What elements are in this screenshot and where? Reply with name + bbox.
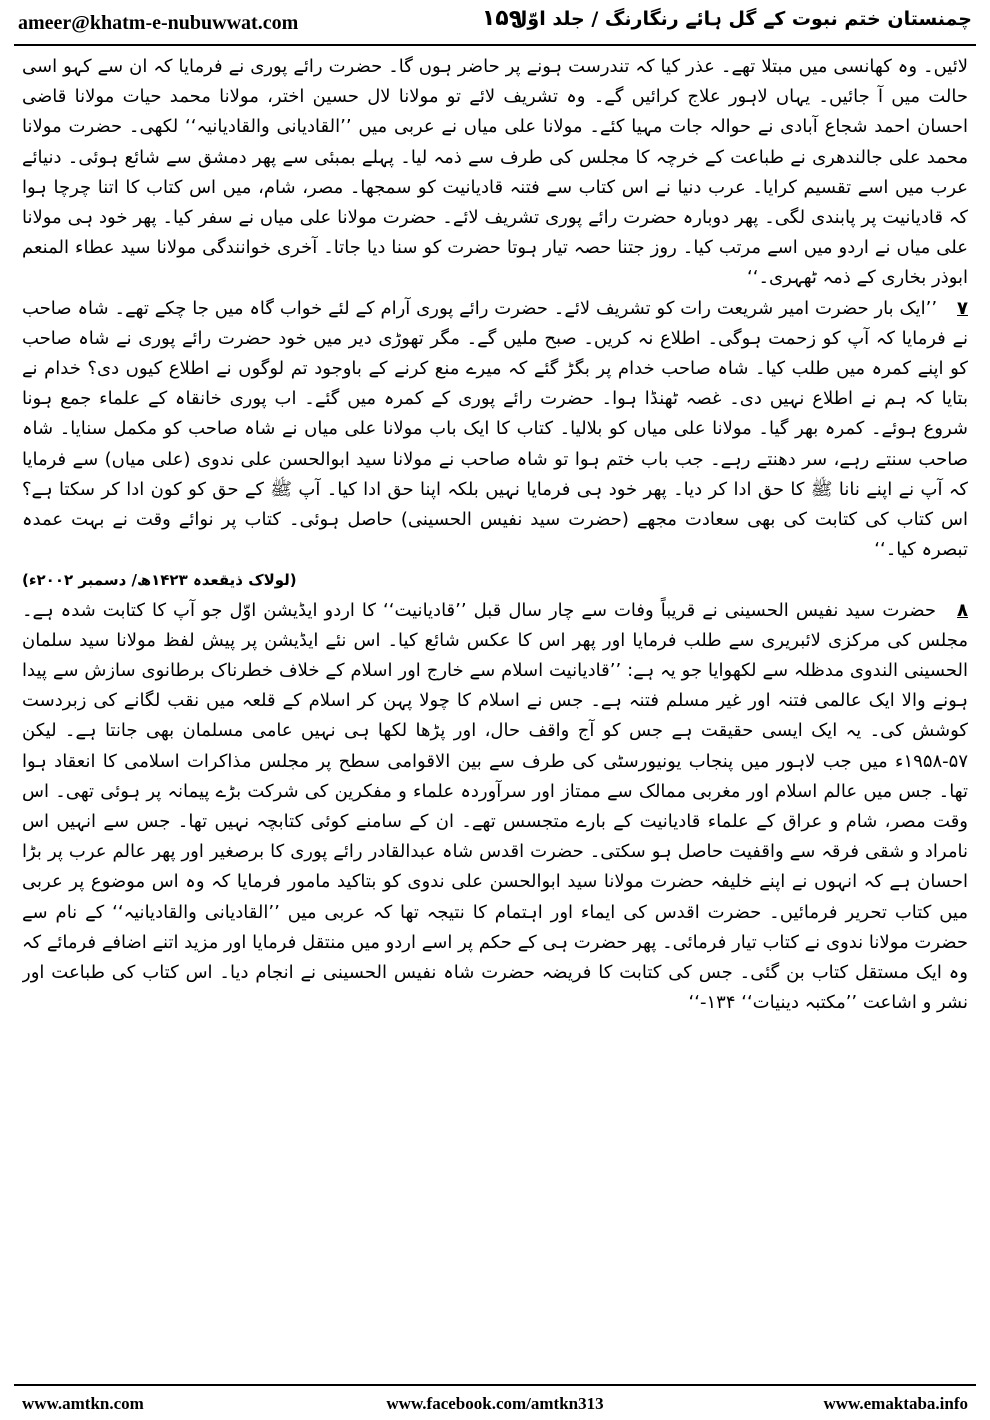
item-8-text: حضرت سید نفیس الحسینی نے قریباً وفات سے چار سال قبل ’’قادیانیت‘‘ کا اردو ایڈیشن اوّل جو آپ کا کتابت شدہ ہے۔ مجلس کی مرکزی لائبریری سے طلب فرمایا اور پھر اس کا عکس شائع کیا۔ اس نئے ایڈیشن پر پیش لفظ مولانا سید سلمان الحسینی الندوی مدظلہ سے لکھوایا جو یہ ہے: ’’قادیانیت اسلام سے خارج اور اسلام کے خلاف خطرناک برطانوی سازش سے پیدا ہونے والا ایک عالمی فتنہ اور غیر مسلم فتنہ ہے۔ جس نے اسلام کا چولا پہن کر اسلام کے قلعہ میں نقب لگانے کی زبردست کوشش کی۔ یہ ایک ایسی حقیقت ہے جس کو آج واقف حال، اور پڑھا لکھا ہی نہیں عامی مسلمان بھی جانتا ہے۔ لیکن ۵۷-۱۹۵۸ء میں جب لاہور میں پنجاب یونیورسٹی کی طرف سے بین الاقوامی سطح پر مجلس مذاکرات اسلامی کا انعقاد ہوا تھا۔ جس میں عالم اسلام اور مغربی ممالک سے ممتاز اور سرآوردہ علماء و مفکرین کی شرکت بڑے پیمانہ پر ہوئی تھی۔ اس وقت مصر، شام و عراق کے علماء قادیانیت کے بارے متجسس تھے۔ ان کے سامنے کوئی کتابچہ نہیں تھا۔ جس سے انہیں اس نامراد و شقی فرقہ سے واقفیت حاصل ہو سکتی۔ حضرت اقدس شاہ عبدالقادر رائے پوری کا برصغیر اور پھر عالم عرب پر بڑا احسان ہے کہ انہوں نے اپنے خلیفہ حضرت مولانا سید ابوالحسن علی ندوی کو بتاکید مامور فرمایا کہ وہ اس موضوع پر عربی میں کتاب تحریر فرمائیں۔ حضرت اقدس کی ایماء اور اہتمام کا نتیجہ تھا کہ عربی میں ’’القادیانی والقادیانیہ‘‘ کے نام سے حضرت مولانا ندوی نے کتاب تیار فرمائی۔ پھر حضرت ہی کے حکم پر اسے اردو میں منتقل فرمایا اور مزید اتنے اضافے فرمائے کہ وہ ایک مستقل کتاب بن گئی۔ جس کی کتابت کا فریضہ حضرت شاہ نفیس الحسینی نے انجام دیا۔ اس کتاب کی طباعت اور نشر و اشاعت ’’مکتبہ دینیات‘‘ ۱۳۴-‘‘ bbox=[22, 599, 968, 1014]
item-7-reference-line bbox=[22, 565, 968, 595]
header-email[interactable]: ameer@khatm-e-nubuwwat.com bbox=[18, 12, 299, 34]
item-8-number: ۸ bbox=[956, 599, 968, 621]
footer-link-facebook[interactable]: www.facebook.com/amtkn313 bbox=[386, 1394, 604, 1413]
item-7 bbox=[22, 294, 968, 566]
footer-link-amtkn[interactable]: www.amtkn.com bbox=[22, 1394, 144, 1413]
header-divider bbox=[14, 44, 976, 46]
page-number: ۱۵۹ bbox=[481, 6, 523, 31]
footer-link-emaktaba[interactable]: www.emaktaba.info bbox=[823, 1394, 968, 1413]
page-footer bbox=[0, 1390, 990, 1420]
item-7-reference: (لولاک ذیقعدہ ۱۴۲۳ھ/ دسمبر ۲۰۰۲ء) bbox=[22, 571, 297, 590]
paragraph-continuation: لائیں۔ وہ کھانسی میں مبتلا تھے۔ عذر کیا کہ تندرست ہونے پر حاضر ہوں گا۔ حضرت رائے پوری نے فرمایا کہ ان سے کہو اسی حالت میں آ جائیں۔ یہاں لاہور علاج کرائیں گے۔ وہ تشریف لائے تو مولانا لال حسین اختر، مولانا محمد حیات مولانا قاضی احسان احمد شجاع آبادی نے حوالہ جات مہیا کئے۔ مولانا علی میاں نے عربی میں ’’القادیانی والقادیانیہ‘‘ لکھی۔ حضرت مولانا محمد علی جالندھری نے طباعت کے خرچہ کا مجلس کی طرف سے ذمہ لیا۔ پہلے بمبئی سے پھر دمشق سے شائع ہوئی۔ دنیائے عرب میں اسے تقسیم کرایا۔ عرب دنیا نے اس کتاب سے فتنہ قادیانیت کو سمجھا۔ مصر، شام، میں اس کتاب کا اتنا چرچا ہوا کہ قادیانیت پر پابندی لگی۔ پھر دوبارہ حضرت رائے پوری تشریف لائے۔ حضرت مولانا علی میاں نے سفر کیا۔ پھر خود ہی مولانا علی میاں نے اردو میں اسے مرتب کیا۔ روز جتنا حصہ تیار ہوتا حضرت کو سنا دیا جاتا۔ آخری خوانندگی مولانا سید عطاء المنعم ابوذر بخاری کے ذمہ ٹھہری۔‘‘ bbox=[22, 56, 968, 289]
page-body bbox=[22, 52, 968, 1378]
footer-divider bbox=[14, 1384, 976, 1386]
item-7-text: ’’ایک بار حضرت امیر شریعت رات کو تشریف لائے۔ حضرت رائے پوری آرام کے لئے خواب گاہ میں جا چکے تھے۔ شاہ صاحب نے فرمایا کہ آپ کو زحمت ہوگی۔ اطلاع نہ کریں۔ صبح ملیں گے۔ مگر تھوڑی دیر میں خود حضرت رائے پوری نے شاہ صاحب کو اپنے کمرہ میں طلب کیا۔ شاہ صاحب خدام پر بگڑ گئے کہ میرے منع کرنے کے باوجود تم لوگوں نے اطلاع کیوں دی؟ خدام نے بتایا کہ ہم نے اطلاع نہیں دی۔ غصہ ٹھنڈا ہوا۔ حضرت رائے پوری کے کمرہ میں گئے۔ اب پوری خانقاہ کے علماء جمع ہونا شروع ہوئے۔ کمرہ بھر گیا۔ مولانا علی میاں کو بلالیا۔ کتاب کا ایک باب مولانا علی میاں نے شاہ صاحب کو مکمل سنایا۔ شاہ صاحب سنتے رہے، سر دھنتے رہے۔ جب باب ختم ہوا تو شاہ صاحب نے مولانا سید ابوالحسن علی ندوی (علی میاں) سے فرمایا کہ آپ نے اپنے نانا ﷺ کا حق ادا کر دیا۔ پھر خود ہی فرمایا نہیں بلکہ اپنا حق ادا کیا۔ آپ ﷺ کے حق کو کون ادا کر سکتا ہے؟ اس کتاب کی کتابت کی بھی سعادت مجھے (حضرت سید نفیس الحسینی) حاصل ہوئی۔ کتاب پر نوائے وقت نے بہت عمدہ تبصرہ کیا۔‘‘ bbox=[22, 297, 968, 561]
book-title: چمنستان ختم نبوت کے گل ہائے رنگارنگ / جلد اوّل bbox=[510, 8, 972, 30]
page-header bbox=[0, 0, 990, 46]
item-8 bbox=[22, 596, 968, 1019]
item-7-number: ۷ bbox=[957, 297, 968, 319]
